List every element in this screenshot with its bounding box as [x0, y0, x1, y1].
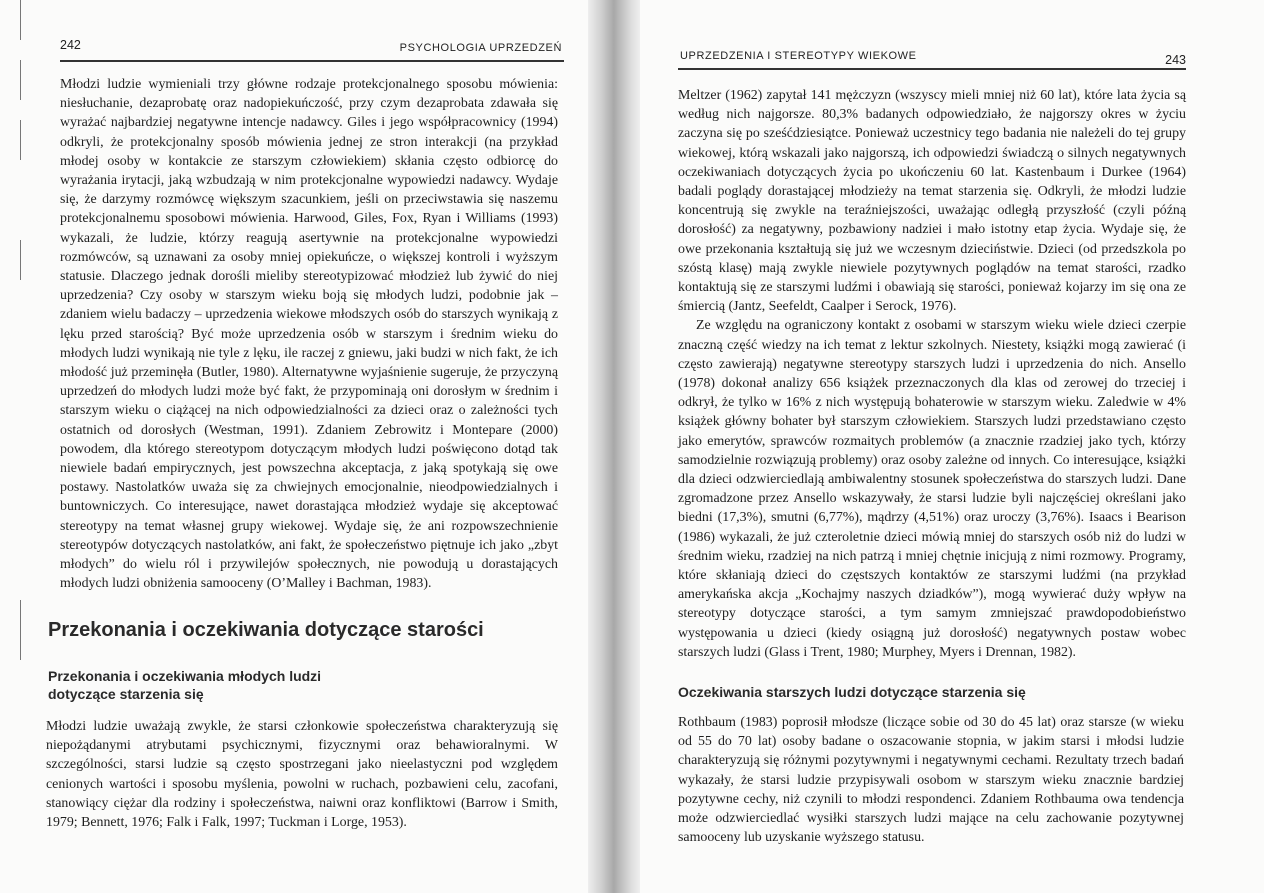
body-text — [60, 75, 558, 593]
header-rule — [678, 68, 1186, 70]
page-edge-mark — [20, 60, 21, 100]
page-edge-mark — [20, 120, 21, 160]
left-page — [0, 0, 590, 893]
page-number: 243 — [1165, 53, 1186, 67]
paragraph: Młodzi ludzie wymieniali trzy główne rodzaje protekcjonalnego sposobu mówienia: niesłuchanie, dezaprobatę oraz nadopiekuńczość, przy czym dezaprobata zdawała się wyrażać najbardziej negatywne intencje nadawcy. Giles i jego współpracownicy (1994) odkryli, że protekcjonalny sposób mówienia jednej ze stron interakcji (na przykład młodej osoby w kontakcie ze starszym człowiekiem) skłania często odbiorcę do wyrażania irytacji, jaką wzbudzają w nim protekcjonalne wypowiedzi nadawcy. Wydaje się, że darzymy rozmówcę większym szacunkiem, jeśli on przeciwstawia się naszemu protekcjonalnemu sposobowi mówienia. Harwood, Giles, Fox, Ryan i Williams (1993) wykazali, że ludzie, którzy reagują asertywnie na protekcjonalne wypowiedzi rozmówców, są uznawani za osoby mniej opiekuńcze, o większej kontroli i wyższym statusie. Dlaczego jednak dorośli mieliby stereotypizować młodzież lub żywić do niej uprzedzenia? Czy osoby w starszym wieku boją się młodych ludzi, podobnie jak – zdaniem wielu badaczy – uprzedzenia wiekowe młodszych osób do starszych wynikają z lęku przed starością? Być może uprzedzenia osób w starszym i średnim wieku do młodych ludzi wynikają nie tyle z lęku, ile raczej z gniewu, jaki budzi w nich fakt, że ich młodość już przeminęła (Butler, 1980). Alternatywne wyjaśnienie sugeruje, że przyczyną uprzedzeń do młodych ludzi może być fakt, że przypominają oni dorosłym w średnim i starszym wieku o ciążącej na nich odpowiedzialności za dzieci oraz o zależności tych ostatnich od dorosłych (Westman, 1991). Zdaniem Zebrowitz i Montepare (2000) powodem, dla którego stereotypom dotyczącym młodych ludzi poświęcono dotąd tak niewiele badań empirycznych, jest powszechna akceptacja, z jaką spotykają się owe postawy. Nastolatków uważa się za chwiejnych emocjonalnie, nieodpowiedzialnych i buntowniczych. Co interesujące, nawet dorastająca młodzież wydaje się akceptować stereotypy na temat własnej grupy wiekowej. Wydaje się, że ani rozpowszechnienie stereotypów dotyczących nastolatków, ani fakt, że społeczeństwo piętnuje ich jako „zbyt młodych” do wielu ról i przywilejów społecznych, nie powodują u dorastających młodych ludzi obniżenia samooceny (O’Malley i Bachman, 1983). — [60, 77, 558, 592]
body-text — [46, 717, 558, 832]
running-head: PSYCHOLOGIA UPRZEDZEŃ — [399, 42, 562, 54]
page-number: 242 — [60, 38, 81, 52]
section-heading: Przekonania i oczekiwania dotyczące starości — [48, 619, 484, 641]
paragraph: Rothbaum (1983) poprosił młodsze (liczące sobie od 30 do 45 lat) oraz starsze (w wieku od 55 do 70 lat) osoby badane o oszacowanie stopnia, w jakim starsi i młodsi ludzie charakteryzują się różnymi pozytywnymi i negatywnymi cechami. Rezultaty trzech badań wykazały, że starsi ludzie przypisywali osobom w starszym wieku znacznie bardziej pozytywne cechy, niż czynili to młodzi respondenci. Zdaniem Rothbauma owa tendencja może odzwierciedlać wysiłki starszych ludzi mające na celu zachowanie pozytywnej samooceny lub uzyskanie wyższego statusu. — [678, 715, 1184, 846]
page-edge-mark — [20, 0, 21, 40]
paragraph: Meltzer (1962) zapytał 141 mężczyzn (wszyscy mieli mniej niż 60 lat), które lata życia są według nich najgorsze. 80,3% badanych odpowiedziało, że najgorszy okres w życiu zaczyna się po sześćdziesiątce. Ponieważ uczestnicy tego badania nie należeli do tej grupy wiekowej, którą wskazali jako najgorszą, ich odpowiedzi świadczą o silnych negatywnych oczekiwaniach dotyczących życia po ukończeniu 60 lat. Kastenbaum i Durkee (1964) badali poglądy dorastającej młodzieży na temat starzenia się. Odkryli, że młodzi ludzie koncentrują się zwykle na teraźniejszości, uważając odległą przyszłość (czyli późną dorosłość) za negatywny, pozbawiony nadziei i mało istotny etap życia. Wydaje się, że owe przekonania kształtują się już we wczesnym dzieciństwie. Dzieci (od przedszkola po szóstą klasę) mają zwykle niewiele pozytywnych poglądów na temat starości, rzadko kontaktują się ze starszymi ludźmi i obawiają się starości, ponieważ kojarzy im się ona ze śmiercią (Jantz, Seefeldt, Caalper i Serock, 1976). — [678, 88, 1186, 315]
page-edge-mark — [20, 600, 21, 660]
body-text — [678, 713, 1184, 847]
paragraph: Ze względu na ograniczony kontakt z osobami w starszym wieku wiele dzieci czerpie znaczną część wiedzy na ich temat z lektur szkolnych. Niestety, książki mogą zawierać (i często zawierają) negatywne stereotypy starszych ludzi i uprzedzenia do nich. Ansello (1978) dokonał analizy 656 książek przeznaczonych dla klas od zerowej do trzeciej i odkrył, że tylko w 16% z nich występują bohaterowie w starszym wieku. Zaledwie w 4% książek główny bohater był starszym człowiekiem. Starszych ludzi przedstawiano często jako emerytów, sprawców rozmaitych problemów (a znacznie rzadziej jako tych, którzy samodzielnie rozwiązują problemy) oraz osoby zależne od innych. Co interesujące, książki dla dzieci odzwierciedlają ambiwalentny stosunek społeczeństwa do starszych ludzi. Dane zgromadzone przez Ansello wskazywały, że starsi ludzie byli najczęściej określani jako biedni (17,3%), smutni (6,77%), mądrzy (4,51%) oraz uroczy (3,76%). Isaacs i Bearison (1986) wykazali, że już czteroletnie dzieci mówią mniej do starszych osób niż do ludzi w średnim wieku, rzadziej na nich patrzą i mniej chętnie inicjują z nimi rozmowy. Programy, które skłaniają dzieci do częstszych kontaktów ze starszymi ludźmi (na przykład amerykańska akcja „Kochajmy naszych dziadków”), mogą wywierać duży wpływ na stereotypy dotyczące starości, a tym samym zmniejszać prawdopodobieństwo występowania u dzieci (kiedy osiągną już dorosłość) negatywnych postaw wobec starszych ludzi (Glass i Trent, 1980; Murphey, Myers i Drennan, 1982). — [678, 318, 1186, 660]
book-gutter — [588, 0, 642, 893]
header-rule — [60, 60, 564, 62]
subsection-heading: Przekonania i oczekiwania młodych ludzi dotyczące starzenia się — [48, 668, 322, 702]
right-page — [640, 0, 1264, 893]
body-text — [678, 86, 1186, 662]
running-head: UPRZEDZENIA I STEREOTYPY WIEKOWE — [680, 50, 917, 62]
paragraph: Młodzi ludzie uważają zwykle, że starsi członkowie społeczeństwa charakteryzują się niepożądanymi atrybutami psychicznymi, fizycznymi oraz behawioralnymi. W szczególności, starsi ludzie są często spostrzegani jako nieelastyczni pod względem cenionych wartości i sposobu myślenia, powolni w ruchach, pozbawieni celu, zacofani, stanowiący ciężar dla rodziny i społeczeństwa, naiwni oraz konfliktowi (Barrow i Smith, 1979; Bennett, 1976; Falk i Falk, 1997; Tuckman i Lorge, 1953). — [46, 719, 558, 831]
subsection-heading: Oczekiwania starszych ludzi dotyczące starzenia się — [678, 684, 1026, 700]
page-edge-mark — [20, 240, 21, 280]
